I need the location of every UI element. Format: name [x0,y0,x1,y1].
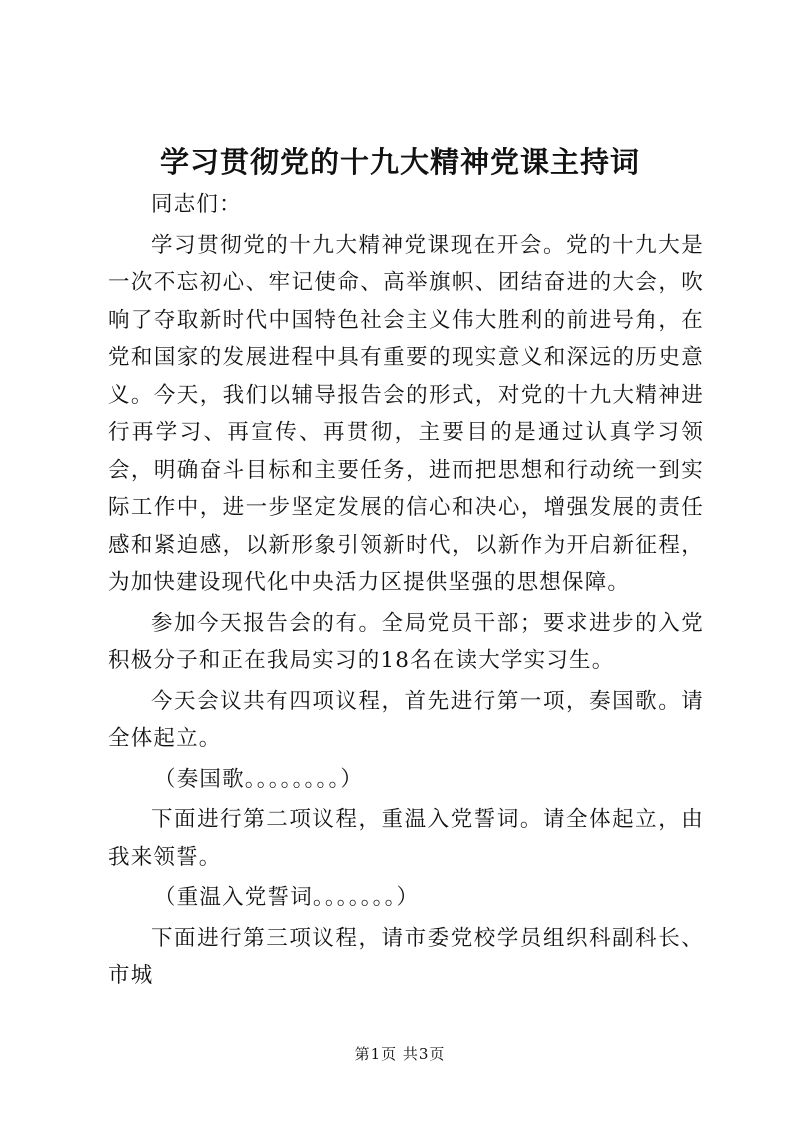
agenda-item-two-paragraph: 下面进行第二项议程，重温入党誓词。请全体起立，由我来领誓。 [108,807,704,870]
salutation-paragraph: 同志们： [151,192,242,217]
anthem-note: （奏国歌。。。。。。。。） [154,766,364,792]
attendees-paragraph: 参加今天报告会的有。全局党员干部；要求进步的入党积极分子和正在我局实习的18名在读大学实习生。 [108,610,704,673]
agenda-item-three-paragraph: 下面进行第三项议程，请市委党校学员组织科副科长、市城 [108,925,704,988]
oath-note: （重温入党誓词。。。。。。。） [154,885,420,910]
page-footer: 第1页 共3页 [354,1045,446,1063]
document-title: 学习贯彻党的十九大精神党课主持词 [159,145,640,179]
document-body [108,186,704,998]
opening-paragraph: 学习贯彻党的十九大精神党课现在开会。党的十九大是一次不忘初心、牢记使命、高举旗帜、团结奋进的大会，吹响了夺取新时代中国特色社会主义伟大胜利的前进号角，在党和国家的发展进程中具有重要的现实意义和深远的历史意义。今天，我们以辅导报告会的形式，对党的十九大精神进行再学习、再宣传、再贯彻，主要目的是通过认真学习领会，明确奋斗目标和主要任务，进而把思想和行动统一到实际工作中，进一步坚定发展的信心和决心，增强发展的责任感和紧迫感，以新形象引领新时代，以新作为开启新征程，为加快建设现代化中央活力区提供坚强的思想保障。 [108,232,704,595]
agenda-item-one-paragraph: 今天会议共有四项议程，首先进行第一项，奏国歌。请全体起立。 [108,688,704,751]
